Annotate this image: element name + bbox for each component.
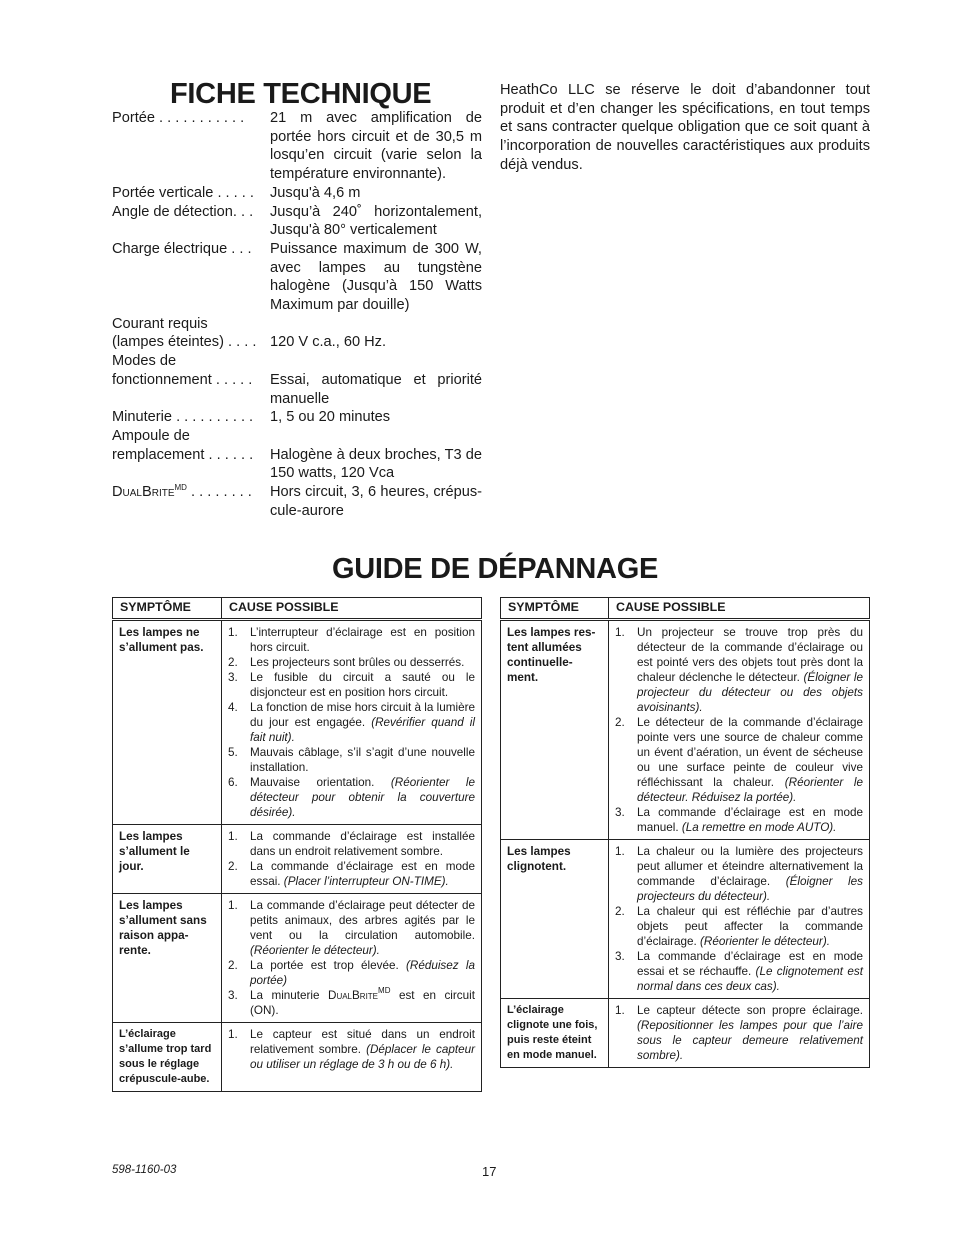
remedy-text: (Réduisez la portée) <box>250 959 475 987</box>
cause-list <box>228 1027 475 1072</box>
item-text: La portée est trop élevée. (Réduisez la portée) <box>250 959 475 987</box>
troubleshooting-table-left <box>112 597 482 1092</box>
spec-row <box>112 184 482 203</box>
list-item <box>615 844 863 904</box>
guide-depannage-title: GUIDE DE DÉPANNAGE <box>332 553 658 585</box>
spec-row <box>112 408 482 427</box>
item-text: La commande d’éclairage peut détecter de petits animaux, des arbres agités par le vent ou la circulation automobile. (Réorienter le détecteur). <box>250 899 475 957</box>
spec-label: fonctionnement . . . . . <box>112 371 253 388</box>
cause-cell <box>609 999 870 1068</box>
item-number: 2. <box>615 905 625 918</box>
spec-row <box>112 240 482 315</box>
item-number: 1. <box>228 899 238 912</box>
spec-label: Portée . . . . . . . . . . . <box>112 110 245 126</box>
page-number: 17 <box>482 1164 497 1179</box>
item-text: La commande d’éclairage est installée dans un endroit relativement sombre. <box>250 830 475 858</box>
list-item <box>615 904 863 949</box>
spec-label: Charge électrique . . . <box>112 240 252 257</box>
spec-label: Angle de détection. . . <box>112 203 254 220</box>
spec-row <box>112 446 482 483</box>
list-item <box>615 805 863 835</box>
item-text: L’interrupteur d’éclairage est en position hors circuit. <box>250 626 475 654</box>
cause-header: CAUSE POSSIBLE <box>222 598 482 620</box>
fiche-technique-title: FICHE TECHNIQUE <box>170 78 432 110</box>
list-item <box>615 1003 863 1063</box>
list-item <box>615 625 863 715</box>
symptom-cell: L’éclairage s’allume trop tard sous le réglage crépuscule-aube. <box>113 1023 222 1092</box>
cause-header: CAUSE POSSIBLE <box>609 598 870 620</box>
item-number: 3. <box>228 671 238 684</box>
table-body <box>501 620 870 1068</box>
symptom-cell: Les lampes s’allument le jour. <box>113 825 222 894</box>
item-text: Le capteur détecte son propre éclairage. (Repositionner les lampes pour que l’aire sous le capteur demeure relativement sombre). <box>637 1004 863 1062</box>
item-number: 5. <box>228 746 238 759</box>
item-text: Le fusible du circuit a sauté ou le disjoncteur est en position hors circuit. <box>250 671 475 699</box>
spec-value: Hors circuit, 3, 6 heures, crépus-cule-aurore <box>270 484 482 519</box>
remedy-text: (La remettre en mode AUTO). <box>681 821 837 834</box>
list-item <box>615 949 863 994</box>
spec-label: Modes de <box>112 353 177 370</box>
list-item <box>615 715 863 805</box>
spec-label: DualBrite$^{MD}$ . . . . . . . . <box>112 483 252 501</box>
remedy-text: (Réorienter le détecteur pour obtenir la couverture désirée). <box>250 776 475 819</box>
list-item <box>228 859 475 889</box>
brand-name: DualBrite <box>112 484 175 501</box>
table-body <box>113 620 482 1092</box>
symptom-cell: Les lampes ne s’allument pas. <box>113 620 222 825</box>
symptom-cell: L’éclairage clignote une fois, puis reste éteint en mode manuel. <box>501 999 609 1068</box>
trademark-mark: MD <box>174 483 187 493</box>
item-text: La commande d’éclairage est en mode essai et se réchauffe. (Le clignotement est normal dans ces deux cas). <box>637 950 863 993</box>
table-row <box>113 825 482 894</box>
item-text: Mauvaise orientation. (Réorienter le détecteur pour obtenir la couverture désirée). <box>250 776 475 819</box>
spec-row <box>112 427 482 446</box>
symptom-header: SYMPTÔME <box>501 598 609 620</box>
cause-cell <box>222 620 482 825</box>
item-text: La minuterie DualBrite$^{MD}$ est en circuit (ON). <box>250 986 475 1017</box>
item-number: 6. <box>228 776 238 789</box>
cause-cell <box>609 620 870 840</box>
remedy-text: (Repositionner les lampes pour que l’aire sous le capteur demeure relativement sombre). <box>637 1019 863 1062</box>
cause-cell <box>222 894 482 1023</box>
troubleshooting-table-right <box>500 597 870 1068</box>
list-item <box>228 775 475 820</box>
item-text: Un projecteur se trouve trop près du détecteur de la commande d’éclairage ou est pointé vers des objets tout près dont la chaleur déclenche le détecteur. (Éloigner le projecteur du détecteur ou des objets avoisinants). <box>637 626 863 714</box>
spec-label: Minuterie . . . . . . . . . . <box>112 409 254 426</box>
list-item <box>228 625 475 655</box>
cause-list <box>615 1003 863 1063</box>
remedy-text: (Réorienter le détecteur. Réduisez la portée). <box>637 776 864 804</box>
cause-list <box>228 898 475 1018</box>
remedy-text: (Déplacer le capteur ou utiliser un réglage de 3 h ou de 6 h). <box>250 1043 475 1071</box>
item-number: 3. <box>615 950 625 963</box>
spec-value: 1, 5 ou 20 minutes <box>270 409 391 426</box>
item-text: La commande d’éclairage est en mode manuel. (La remettre en mode AUTO). <box>637 806 863 834</box>
list-item <box>228 958 475 988</box>
remedy-text: (Revérifier quand il fait nuit). <box>250 716 475 744</box>
item-number: 1. <box>615 845 625 858</box>
spec-list <box>112 109 482 520</box>
item-number: 1. <box>228 1028 238 1041</box>
item-number: 2. <box>615 716 625 729</box>
list-item <box>228 700 475 745</box>
item-text: Mauvais câblage, s’il s’agit d’une nouvelle installation. <box>250 746 475 774</box>
cause-list <box>228 829 475 889</box>
remedy-text: (Réorienter le détecteur). <box>700 935 830 948</box>
remedy-text: (Réorienter le détecteur). <box>250 944 380 957</box>
list-item <box>228 1027 475 1072</box>
item-number: 1. <box>228 830 238 843</box>
item-number: 4. <box>228 701 238 714</box>
spec-value: Essai, automatique et priorité manuelle <box>270 371 482 407</box>
notice-paragraph: HeathCo LLC se réserve le doit d’abandonner tout produit et d’en changer les spécifications, en tout temps et sans contracter quelque obligation que ce soit quant à l’incorporation de nouvelles caractéristiques aux produits déjà vendus. <box>500 82 870 173</box>
table-row <box>113 894 482 1023</box>
table-row <box>501 620 870 840</box>
item-text: La fonction de mise hors circuit à la lumière du jour est engagée. (Revérifier quand il fait nuit). <box>250 701 475 744</box>
item-number: 2. <box>228 656 238 669</box>
spec-value: Halogène à deux broches, T3 de 150 watts, 120 Vca <box>270 446 482 482</box>
list-item <box>228 898 475 958</box>
list-item <box>228 988 475 1018</box>
remedy-text: (Le clignotement est normal dans ces deux cas). <box>637 965 863 993</box>
cause-list <box>615 625 863 835</box>
spec-label: Ampoule de <box>112 427 190 444</box>
item-text: Les projecteurs sont brûles ou desserrés. <box>250 656 465 669</box>
item-text: La commande d’éclairage est en mode essai. (Placer l’interrupteur ON-TIME). <box>250 860 475 888</box>
spec-row <box>112 483 482 520</box>
item-number: 2. <box>228 860 238 873</box>
cause-list <box>228 625 475 820</box>
spec-label: remplacement . . . . . . <box>112 446 254 463</box>
list-item <box>228 670 475 700</box>
item-text: Le détecteur de la commande d’éclairage pointe vers une source de chaleur comme un évent d’aération, un évent de sécheuse ou une surface peinte de couleur vive réfléchissant la chaleur. (Réorienter le détecteur. Réduisez la portée). <box>637 716 864 804</box>
spec-value: 120 V c.a., 60 Hz. <box>270 334 387 351</box>
spec-row <box>112 109 482 184</box>
remedy-text: (Éloigner les projecteurs du détecteur). <box>637 875 863 903</box>
spec-label: (lampes éteintes) . . . . <box>112 334 257 351</box>
table-row <box>113 1023 482 1092</box>
symptom-cell: Les lampes s’allument sans raison appa-rente. <box>113 894 222 1023</box>
item-text: La chaleur ou la lumière des projecteurs peut allumer et éteindre alternativement la commande d’éclairage. (Éloigner les projecteurs du détecteur). <box>637 845 863 903</box>
list-item <box>228 745 475 775</box>
cause-cell <box>609 840 870 999</box>
table-row <box>501 999 870 1068</box>
item-text: Le capteur est situé dans un endroit relativement sombre. (Déplacer le capteur ou utiliser un réglage de 3 h ou de 6 h). <box>250 1028 475 1071</box>
spec-row <box>112 203 482 240</box>
brand-name: DualBrite <box>328 989 379 1002</box>
table-row <box>501 840 870 999</box>
item-number: 1. <box>615 1004 625 1017</box>
symptom-header: SYMPTÔME <box>113 598 222 620</box>
spec-label: Courant requis <box>112 315 208 332</box>
trademark-mark: MD <box>378 986 391 995</box>
cause-cell <box>222 825 482 894</box>
spec-row <box>112 371 482 408</box>
item-number: 2. <box>228 959 238 972</box>
spec-value: Puissance maximum de 300 W, avec lampes au tungstène halogène (Jusqu’à 150 Watts Maximum par douille) <box>270 240 482 314</box>
item-number: 3. <box>615 806 625 819</box>
spec-value: 21 m avec amplification de portée hors circuit et de 30,5 m losqu’en circuit (varie selon la température environnante). <box>270 110 482 183</box>
cause-cell <box>222 1023 482 1092</box>
item-number: 1. <box>228 626 238 639</box>
symptom-cell: Les lampes res-tent allumées continuelle-ment. <box>501 620 609 840</box>
remedy-text: (Placer l’interrupteur ON-TIME). <box>283 875 449 888</box>
table-row <box>113 620 482 825</box>
spec-value: Jusqu'à 4,6 m <box>270 184 361 201</box>
list-item <box>228 829 475 859</box>
remedy-text: (Éloigner le projecteur du détecteur ou des objets avoisinants). <box>637 671 863 714</box>
spec-row <box>112 352 482 371</box>
spec-label: Portée verticale . . . . . <box>112 184 254 201</box>
item-number: 3. <box>228 989 238 1002</box>
spec-value: Jusqu’à 240˚ horizontalement, Jusqu'à 80° verticalement <box>270 203 482 239</box>
document-number: 598-1160-03 <box>112 1164 177 1176</box>
item-text: La chaleur qui est réfléchie par d’autres objets peut affecter la commande d’éclairage. (Réorienter le détecteur). <box>637 905 863 948</box>
spec-row <box>112 333 482 352</box>
list-item <box>228 655 475 670</box>
symptom-cell: Les lampes clignotent. <box>501 840 609 999</box>
cause-list <box>615 844 863 994</box>
item-number: 1. <box>615 626 625 639</box>
spec-row <box>112 315 482 334</box>
